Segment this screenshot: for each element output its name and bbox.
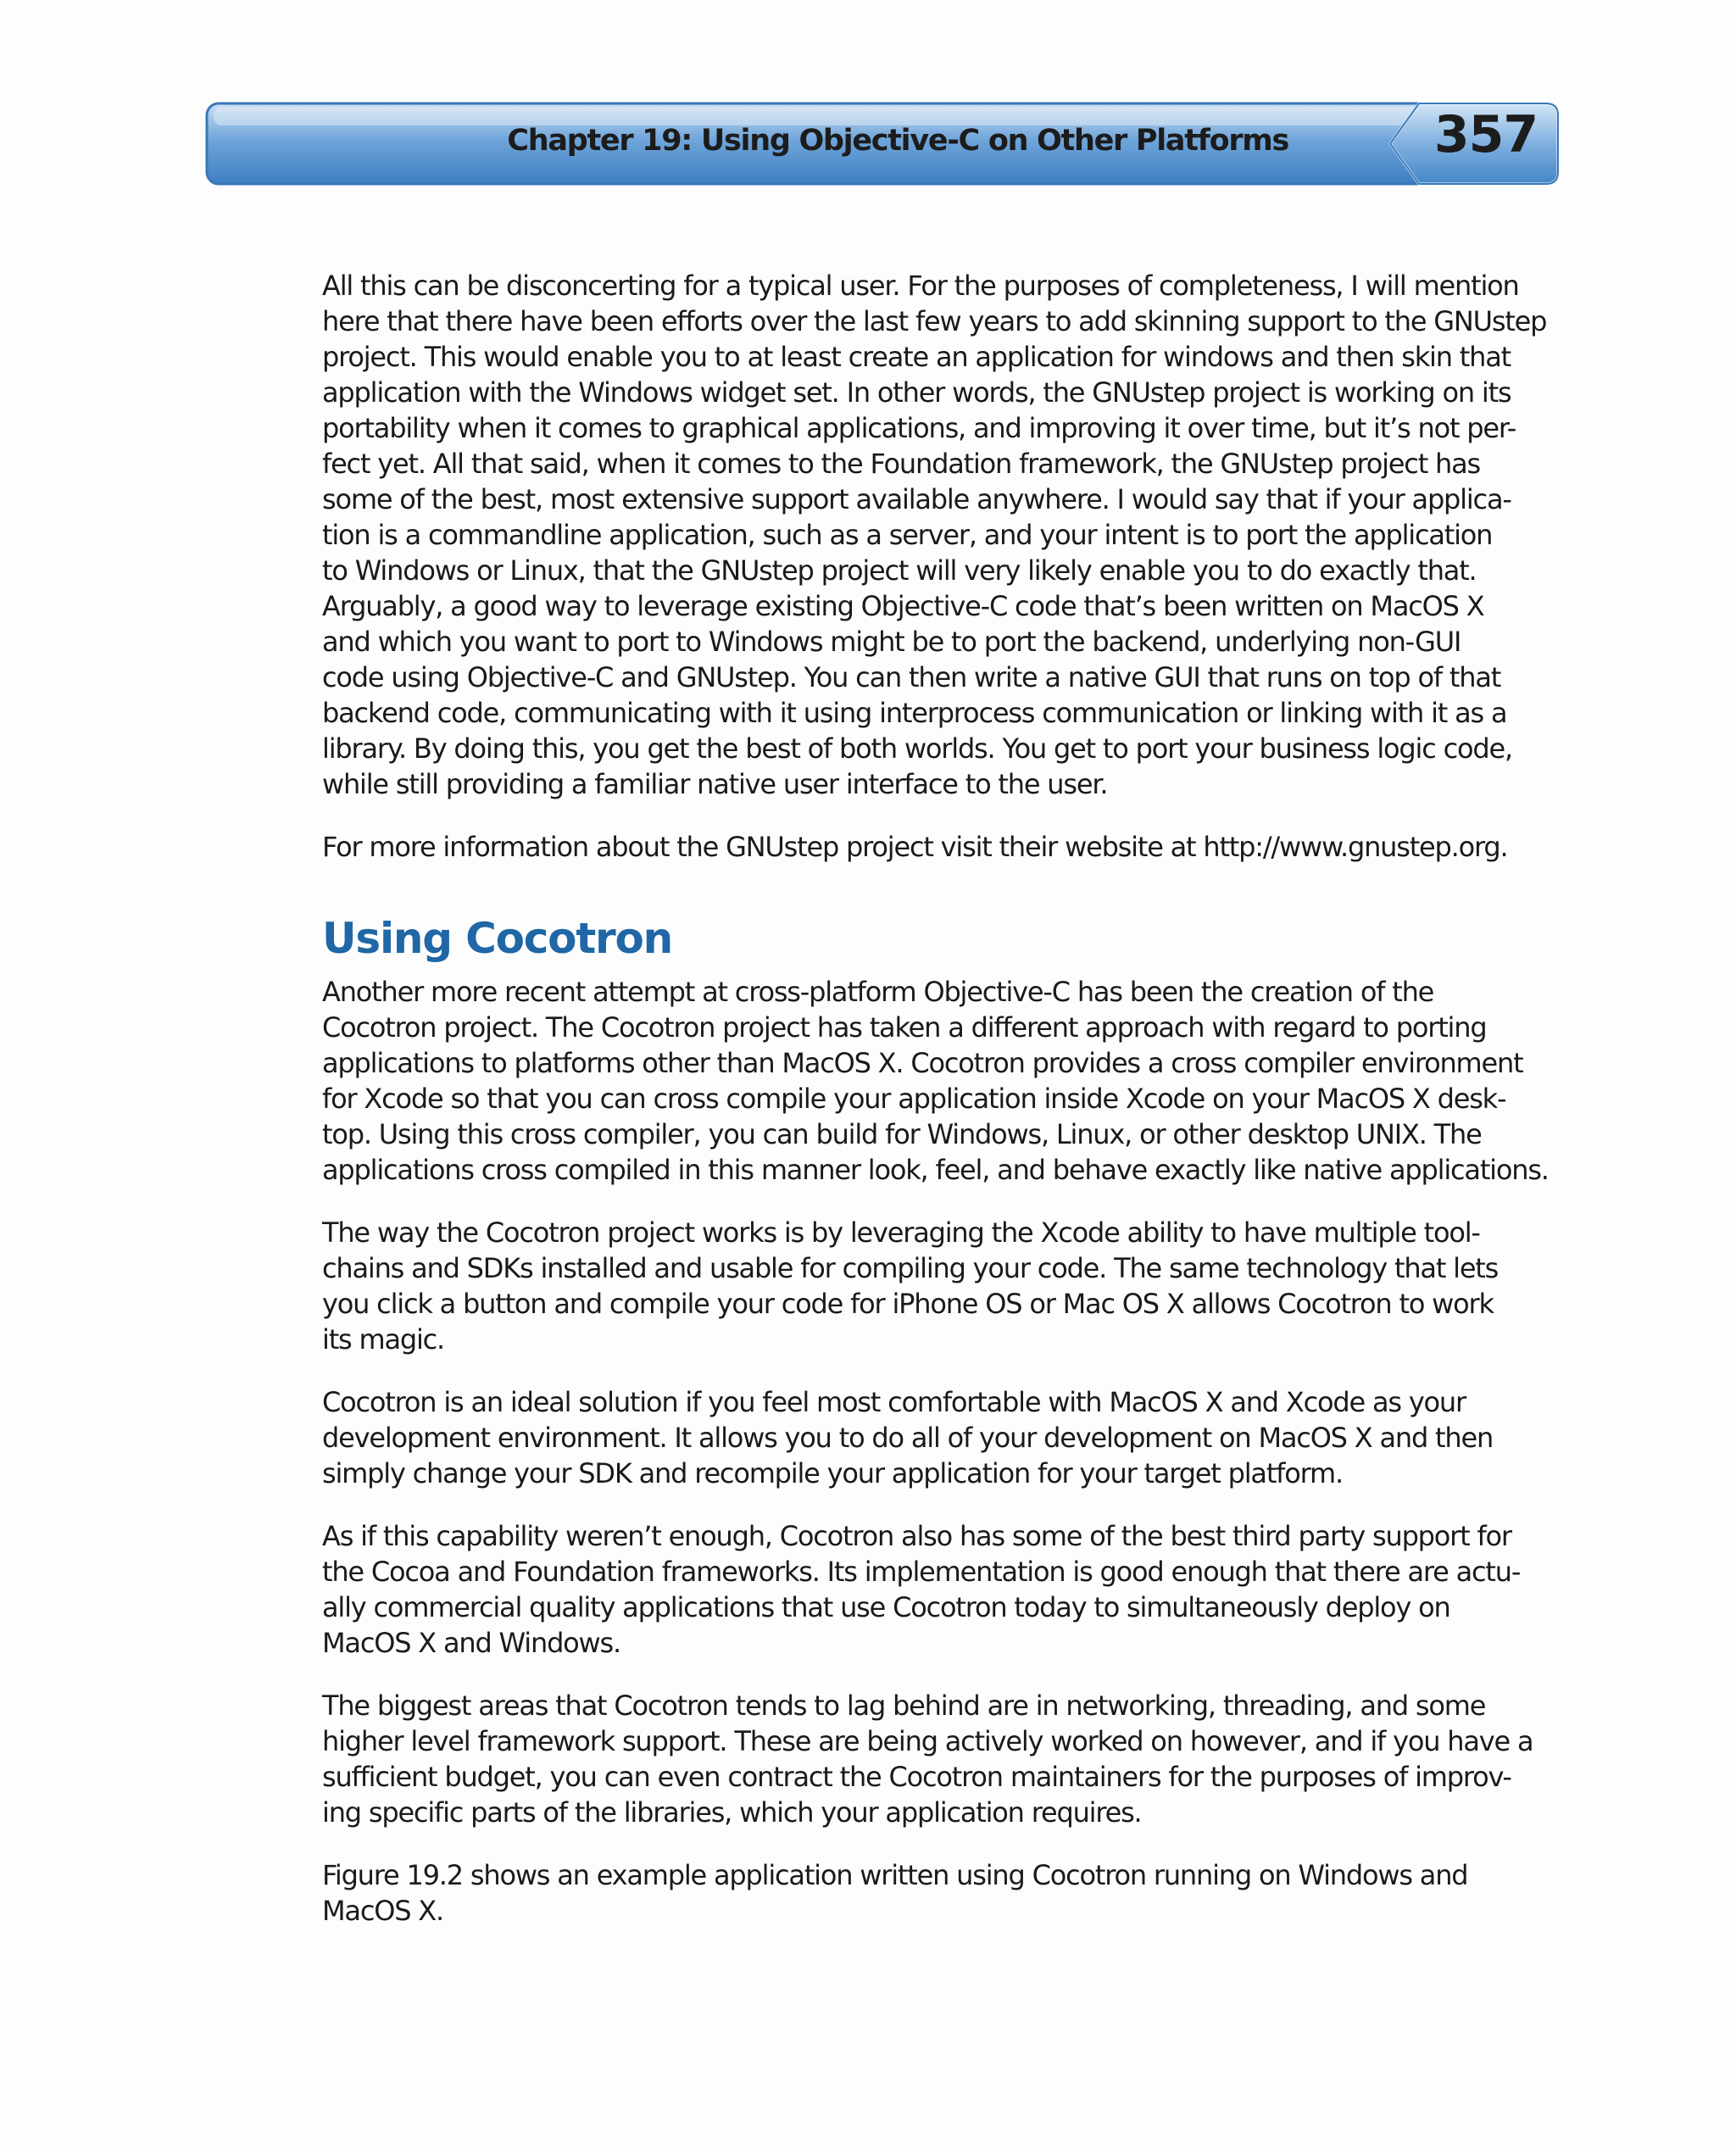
text-line: fect yet. All that said, when it comes to the Foundation framework, the GNUstep project has [322, 448, 1480, 480]
text-line: while still providing a familiar native user interface to the user. [322, 768, 1108, 800]
body-paragraph [322, 1688, 1560, 1830]
text-line: chains and SDKs installed and usable for compiling your code. The same technology that lets [322, 1252, 1499, 1284]
page-number: 357 [1433, 105, 1538, 164]
text-line: development environment. It allows you to do all of your development on MacOS X and then [322, 1422, 1494, 1454]
text-line: Cocotron project. The Cocotron project has taken a different approach with regard to porting [322, 1011, 1487, 1044]
text-line: MacOS X. [322, 1895, 443, 1927]
text-line: the Cocoa and Foundation frameworks. Its implementation is good enough that there are actu- [322, 1556, 1521, 1588]
text-line: The way the Cocotron project works is by leveraging the Xcode ability to have multiple tool- [322, 1216, 1480, 1249]
text-line: top. Using this cross compiler, you can build for Windows, Linux, or other desktop UNIX. The [322, 1118, 1482, 1150]
text-line: and which you want to port to Windows might be to port the backend, underlying non-GUI [322, 626, 1461, 658]
text-line: here that there have been efforts over the last few years to add skinning support to the GNUstep [322, 305, 1547, 337]
text-line: for Xcode so that you can cross compile your application inside Xcode on your MacOS X desk- [322, 1083, 1506, 1115]
text-line: backend code, communicating with it using interprocess communication or linking with it as a [322, 697, 1507, 729]
chapter-title: Chapter 19: Using Objective-C on Other Platforms [507, 124, 1288, 158]
text-line: tion is a commandline application, such as a server, and your intent is to port the application [322, 519, 1493, 551]
text-line: applications to platforms other than MacOS X. Cocotron provides a cross compiler environment [322, 1047, 1523, 1079]
text-line: Figure 19.2 shows an example application written using Cocotron running on Windows and [322, 1859, 1468, 1891]
text-line: library. By doing this, you get the best of both worlds. You get to port your business logic code, [322, 732, 1512, 765]
page-body [322, 268, 1560, 1956]
body-paragraph [322, 268, 1560, 802]
text-line: ally commercial quality applications that use Cocotron today to simultaneously deploy on [322, 1591, 1450, 1623]
body-paragraph [322, 974, 1560, 1188]
text-line: All this can be disconcerting for a typical user. For the purposes of completeness, I will mention [322, 270, 1519, 302]
text-line: sufficient budget, you can even contract the Cocotron maintainers for the purposes of improv- [322, 1761, 1511, 1793]
text-line: Arguably, a good way to leverage existing Objective-C code that’s been written on MacOS X [322, 590, 1484, 622]
text-line: some of the best, most extensive support available anywhere. I would say that if your applica- [322, 483, 1511, 515]
text-line: you click a button and compile your code for iPhone OS or Mac OS X allows Cocotron to work [322, 1288, 1494, 1320]
body-paragraph [322, 1384, 1560, 1491]
section-heading: Using Cocotron [322, 914, 673, 963]
text-line: code using Objective-C and GNUstep. You can then write a native GUI that runs on top of that [322, 661, 1501, 693]
body-paragraph [322, 829, 1560, 865]
chapter-header-banner [205, 102, 1560, 186]
text-line: its magic. [322, 1323, 445, 1356]
body-paragraph [322, 1857, 1560, 1929]
text-line: ing specific parts of the libraries, which your application requires. [322, 1796, 1142, 1829]
text-line: application with the Windows widget set. In other words, the GNUstep project is working on its [322, 376, 1511, 409]
text-line: As if this capability weren’t enough, Cocotron also has some of the best third party support for [322, 1520, 1511, 1552]
text-line: MacOS X and Windows. [322, 1627, 620, 1659]
text-line: portability when it comes to graphical applications, and improving it over time, but it’s not per- [322, 412, 1516, 444]
text-line: higher level framework support. These are being actively worked on however, and if you have a [322, 1725, 1533, 1757]
body-paragraph [322, 1518, 1560, 1661]
text-line: applications cross compiled in this manner look, feel, and behave exactly like native applications. [322, 1154, 1549, 1186]
text-line: The biggest areas that Cocotron tends to lag behind are in networking, threading, and some [322, 1690, 1486, 1722]
text-line: to Windows or Linux, that the GNUstep project will very likely enable you to do exactly that. [322, 554, 1477, 587]
text-line: project. This would enable you to at least create an application for windows and then skin that [322, 341, 1511, 373]
body-paragraph [322, 1215, 1560, 1357]
text-line: simply change your SDK and recompile your application for your target platform. [322, 1457, 1343, 1489]
text-line: For more information about the GNUstep project visit their website at http://www.gnustep.org. [322, 831, 1508, 863]
text-line: Cocotron is an ideal solution if you feel most comfortable with MacOS X and Xcode as your [322, 1386, 1466, 1418]
text-line: Another more recent attempt at cross-platform Objective-C has been the creation of the [322, 976, 1434, 1008]
